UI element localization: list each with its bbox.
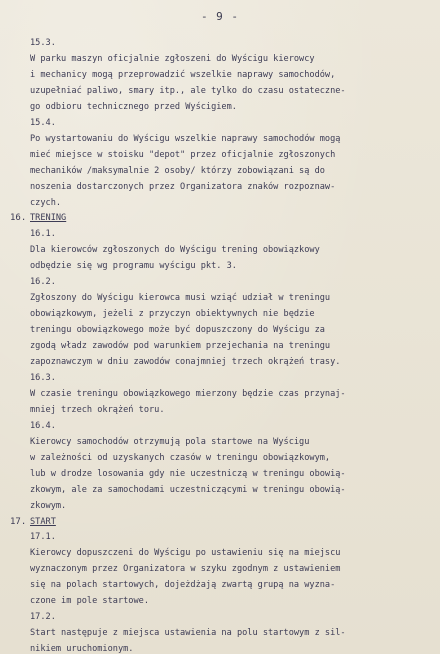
text-line: treningu obowiązkowego może być dopuszczony do Wyścigu za bbox=[30, 325, 325, 335]
text-line: odbędzie się wg programu wyścigu pkt. 3. bbox=[30, 261, 237, 271]
text-line: Start następuje z miejsca ustawienia na polu startowym z sil- bbox=[30, 628, 346, 638]
text-line: Kierowcy samochodów otrzymują pola startowe na Wyścigu bbox=[30, 437, 310, 447]
text-line: Kierowcy dopuszczeni do Wyścigu po ustawieniu się na miejscu bbox=[30, 548, 341, 558]
text-line: uzupełniać paliwo, smary itp., ale tylko do czasu ostateczne- bbox=[30, 86, 346, 96]
text-line: Zgłoszony do Wyścigu kierowca musi wziąć udział w treningu bbox=[30, 293, 331, 303]
text-line: obowiązkowym, jeżeli z przyczyn obiektywnych nie będzie bbox=[30, 309, 315, 319]
text-line: czych. bbox=[30, 198, 62, 208]
text-line: mechaników /maksymalnie 2 osoby/ którzy zobowiązani są do bbox=[30, 166, 325, 176]
text-line: 16.2. bbox=[30, 277, 56, 287]
section-heading: TRENING bbox=[30, 213, 67, 223]
section-heading: START bbox=[30, 517, 56, 527]
page-number: - 9 - bbox=[200, 10, 240, 23]
text-line: Dla kierowców zgłoszonych do Wyścigu trening obowiązkowy bbox=[30, 245, 320, 255]
text-line: 16.4. bbox=[30, 421, 56, 431]
text-line: 16.3. bbox=[30, 373, 56, 383]
section-number: 16. bbox=[10, 213, 27, 223]
section-number: 17. bbox=[10, 517, 27, 527]
text-line: 17.2. bbox=[30, 612, 56, 622]
text-line: zgodą władz zawodów pod warunkiem przejechania na treningu bbox=[30, 341, 331, 351]
text-line: noszenia dostarczonych przez Organizatora znaków rozpoznaw- bbox=[30, 182, 336, 192]
text-line: W czasie treningu obowiązkowego mierzony będzie czas przynaj- bbox=[30, 389, 346, 399]
text-line: czone im pole startowe. bbox=[30, 596, 149, 606]
text-line: w zależności od uzyskanych czasów w treningu obowiązkowym, bbox=[30, 453, 331, 463]
text-line: zkowym, ale za samochodami uczestniczącymi w treningu obowią- bbox=[30, 485, 346, 495]
text-line: się na polach startowych, dojeżdżają zwartą grupą na wyzna- bbox=[30, 580, 336, 590]
text-line: mniej trzech okrążeń toru. bbox=[30, 405, 165, 415]
text-line: i mechanicy mogą przeprowadzić wszelkie naprawy samochodów, bbox=[30, 70, 336, 80]
text-line: 17.1. bbox=[30, 532, 56, 542]
text-line: zapoznawczym w dniu zawodów conajmniej trzech okrążeń trasy. bbox=[30, 357, 341, 367]
text-line: W parku maszyn oficjalnie zgłoszeni do Wyścigu kierowcy bbox=[30, 54, 315, 64]
text-line: lub w drodze losowania gdy nie uczestniczą w treningu obowią- bbox=[30, 469, 346, 479]
text-line: zkowym. bbox=[30, 501, 67, 511]
text-line: 15.4. bbox=[30, 118, 56, 128]
text-line: go odbioru technicznego przed Wyścigiem. bbox=[30, 102, 237, 112]
text-line: Po wystartowaniu do Wyścigu wszelkie naprawy samochodów mogą bbox=[30, 134, 341, 144]
text-line: wyznaczonym przez Organizatora w szyku zgodnym z ustawieniem bbox=[30, 564, 341, 574]
text-line: 16.1. bbox=[30, 229, 56, 239]
text-line: mieć miejsce w stoisku "depot" przez oficjalnie zgłoszonych bbox=[30, 150, 336, 160]
text-line: 15.3. bbox=[30, 38, 56, 48]
text-line: nikiem uruchomionym. bbox=[30, 644, 134, 654]
